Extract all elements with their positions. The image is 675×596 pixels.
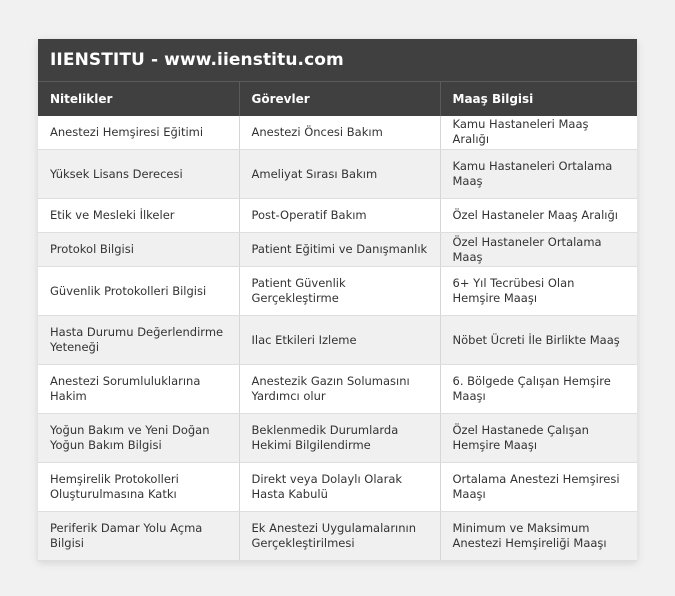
table-cell: Ameliyat Sırası Bakım [239, 150, 440, 199]
data-table [38, 81, 637, 561]
table-cell: Patient Güvenlik Gerçekleştirme [239, 267, 440, 316]
table-cell: Etik ve Mesleki İlkeler [38, 199, 239, 233]
table-cell: Özel Hastaneler Ortalama Maaş [440, 233, 637, 267]
table-row [38, 414, 637, 463]
header-maas-bilgisi: Maaş Bilgisi [440, 82, 637, 116]
table-card [38, 39, 637, 561]
table-cell: 6+ Yıl Tecrübesi Olan Hemşire Maaşı [440, 267, 637, 316]
table-cell: Protokol Bilgisi [38, 233, 239, 267]
table-cell: Yüksek Lisans Derecesi [38, 150, 239, 199]
header-row [38, 82, 637, 116]
table-row [38, 512, 637, 561]
table-cell: Beklenmedik Durumlarda Hekimi Bilgilendirme [239, 414, 440, 463]
table-row [38, 233, 637, 267]
table-cell: Güvenlik Protokolleri Bilgisi [38, 267, 239, 316]
table-cell: Minimum ve Maksimum Anestezi Hemşireliği Maaşı [440, 512, 637, 561]
table-cell: Anestezik Gazın Solumasını Yardımcı olur [239, 365, 440, 414]
table-cell: Kamu Hastaneleri Ortalama Maaş [440, 150, 637, 199]
header-gorevler: Görevler [239, 82, 440, 116]
table-row [38, 199, 637, 233]
table-cell: Anestezi Sorumluluklarına Hakim [38, 365, 239, 414]
table-cell: Hemşirelik Protokolleri Oluşturulmasına Katkı [38, 463, 239, 512]
table-cell: Hasta Durumu Değerlendirme Yeteneği [38, 316, 239, 365]
table-row [38, 116, 637, 150]
table-row [38, 150, 637, 199]
table-cell: Nöbet Ücreti İle Birlikte Maaş [440, 316, 637, 365]
table-cell: 6. Bölgede Çalışan Hemşire Maaşı [440, 365, 637, 414]
table-row [38, 365, 637, 414]
table-cell: Anestezi Hemşiresi Eğitimi [38, 116, 239, 150]
table-cell: Direkt veya Dolaylı Olarak Hasta Kabulü [239, 463, 440, 512]
table-cell: Ilac Etkileri Izleme [239, 316, 440, 365]
table-title: IIENSTITU - www.iienstitu.com [38, 39, 637, 81]
table-cell: Patient Eğitimi ve Danışmanlık [239, 233, 440, 267]
table-cell: Post-Operatif Bakım [239, 199, 440, 233]
header-nitelikler: Nitelikler [38, 82, 239, 116]
table-cell: Anestezi Öncesi Bakım [239, 116, 440, 150]
table-cell: Özel Hastaneler Maaş Aralığı [440, 199, 637, 233]
table-cell: Ortalama Anestezi Hemşiresi Maaşı [440, 463, 637, 512]
table-cell: Periferik Damar Yolu Açma Bilgisi [38, 512, 239, 561]
table-row [38, 463, 637, 512]
table-cell: Yoğun Bakım ve Yeni Doğan Yoğun Bakım Bilgisi [38, 414, 239, 463]
table-cell: Özel Hastanede Çalışan Hemşire Maaşı [440, 414, 637, 463]
table-row [38, 267, 637, 316]
table-cell: Kamu Hastaneleri Maaş Aralığı [440, 116, 637, 150]
table-row [38, 316, 637, 365]
table-cell: Ek Anestezi Uygulamalarının Gerçekleştirilmesi [239, 512, 440, 561]
